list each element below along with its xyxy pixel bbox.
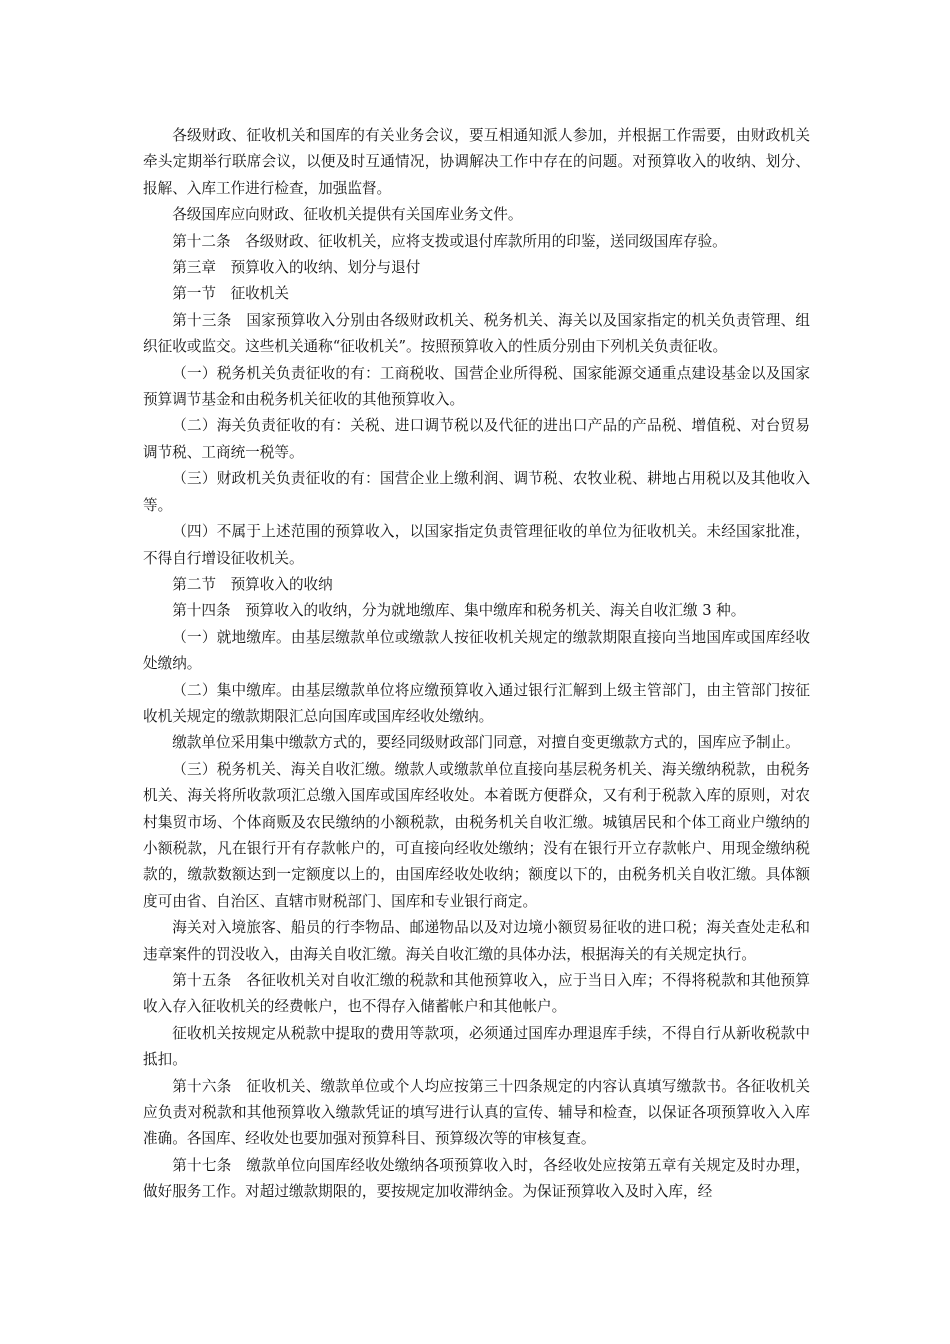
list-item-paragraph: （三）财政机关负责征收的有：国营企业上缴利润、调节税、农牧业税、耕地占用税以及其他收入等。 bbox=[143, 470, 810, 514]
document-body bbox=[143, 123, 810, 1206]
paragraph: 征收机关按规定从税款中提取的费用等款项，必须通过国库办理退库手续，不得自行从新收税款中抵扣。 bbox=[143, 1024, 810, 1069]
list-item-paragraph: （二）集中缴库。由基层缴款单位将应缴预算收入通过银行汇解到上级主管部门，由主管部门按征收机关规定的缴款期限汇总向国库或国库经收处缴纳。 bbox=[143, 681, 810, 725]
list-item-paragraph: （一）税务机关负责征收的有：工商税收、国营企业所得税、国家能源交通重点建设基金以及国家预算调节基金和由税务机关征收的其他预算收入。 bbox=[143, 364, 810, 409]
section-heading: 第一节 征收机关 bbox=[172, 285, 289, 303]
article-paragraph: 第十四条 预算收入的收纳，分为就地缴库、集中缴库和税务机关、海关自收汇缴 3 种。 bbox=[172, 602, 746, 620]
section-heading: 第二节 预算收入的收纳 bbox=[172, 575, 333, 593]
list-item-paragraph: （四）不属于上述范围的预算收入，以国家指定负责管理征收的单位为征收机关。未经国家批准，不得自行增设征收机关。 bbox=[143, 523, 810, 567]
article-paragraph: 第十三条 国家预算收入分别由各级财政机关、税务机关、海关以及国家指定的机关负责管理、组织征收或监交。这些机关通称“征收机关”。按照预算收入的性质分别由下列机关负责征收。 bbox=[143, 311, 810, 356]
chapter-heading: 第三章 预算收入的收纳、划分与退付 bbox=[172, 259, 421, 277]
paragraph: 各级财政、征收机关和国库的有关业务会议，要互相通知派人参加，并根据工作需要，由财政机关牵头定期举行联席会议，以便及时互通情况，协调解决工作中存在的问题。对预算收入的收纳、划分、报解、入库工作进行检查，加强监督。 bbox=[143, 127, 810, 197]
list-item-paragraph: （二）海关负责征收的有：关税、进口调节税以及代征的进出口产品的产品税、增值税、对台贸易调节税、工商统一税等。 bbox=[143, 417, 810, 461]
article-paragraph: 第十二条 各级财政、征收机关，应将支拨或退付库款所用的印鉴，送同级国库存验。 bbox=[172, 232, 727, 250]
paragraph: 缴款单位采用集中缴款方式的，要经同级财政部门同意，对擅自变更缴款方式的，国库应予制止。 bbox=[172, 734, 800, 752]
article-paragraph: 第十五条 各征收机关对自收汇缴的税款和其他预算收入，应于当日入库；不得将税款和其他预算收入存入征收机关的经费帐户，也不得存入储蓄帐户和其他帐户。 bbox=[143, 972, 810, 1016]
article-paragraph: 第十七条 缴款单位向国库经收处缴纳各项预算收入时，各经收处应按第五章有关规定及时办理，做好服务工作。对超过缴款期限的，要按规定加收滞纳金。为保证预算收入及时入库，经 bbox=[143, 1156, 810, 1201]
list-item-paragraph: （一）就地缴库。由基层缴款单位或缴款人按征收机关规定的缴款期限直接向当地国库或国库经收处缴纳。 bbox=[143, 628, 810, 673]
paragraph: 海关对入境旅客、船员的行李物品、邮递物品以及对边境小额贸易征收的进口税；海关查处走私和违章案件的罚没收入，由海关自收汇缴。海关自收汇缴的具体办法，根据海关的有关规定执行。 bbox=[143, 919, 810, 963]
paragraph: 各级国库应向财政、征收机关提供有关国库业务文件。 bbox=[172, 206, 523, 224]
article-paragraph: 第十六条 征收机关、缴款单位或个人均应按第三十四条规定的内容认真填写缴款书。各征收机关应负责对税款和其他预算收入缴款凭证的填写进行认真的宣传、辅导和检查，以保证各项预算收入入库准确。各国库、经收处也要加强对预算科目、预算级次等的审核复查。 bbox=[143, 1077, 810, 1148]
list-item-paragraph: （三）税务机关、海关自收汇缴。缴款人或缴款单位直接向基层税务机关、海关缴纳税款，由税务机关、海关将所收款项汇总缴入国库或国库经收处。本着既方便群众，又有利于税款入库的原则，对农村集贸市场、个体商贩及农民缴纳的小额税款，由税务机关自收汇缴。城镇居民和个体工商业户缴纳的小额税款，凡在银行开有存款帐户的，可直接向经收处缴纳；没有在银行开立存款帐户、用现金缴纳税款的，缴款数额达到一定额度以上的，由国库经收处收纳；额度以下的，由税务机关自收汇缴。具体额度可由省、自治区、直辖市财税部门、国库和专业银行商定。 bbox=[143, 760, 810, 910]
